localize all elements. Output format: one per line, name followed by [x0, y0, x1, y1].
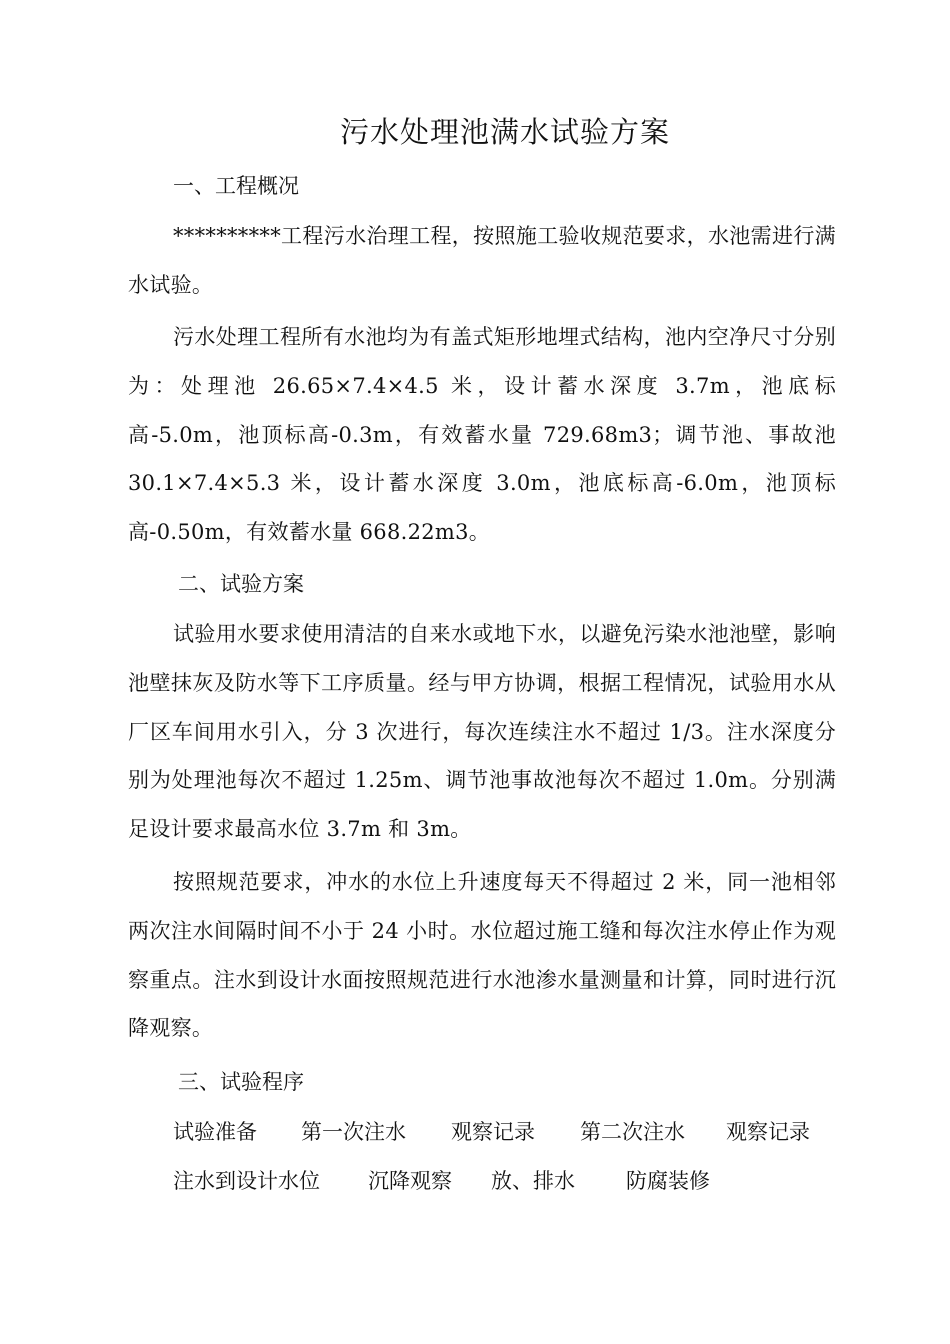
- procedure-step: 第一次注水: [301, 1120, 406, 1144]
- section-heading-procedure: 三、试验程序: [178, 1070, 304, 1094]
- document-title: 污水处理池满水试验方案: [339, 115, 670, 149]
- procedure-step: 试验准备: [173, 1120, 257, 1144]
- procedure-step: 第二次注水: [580, 1120, 685, 1144]
- procedure-step: 注水到设计水位: [173, 1169, 320, 1193]
- procedure-step: 沉降观察: [368, 1169, 452, 1193]
- procedure-step: 观察记录: [451, 1120, 535, 1144]
- procedure-step: 放、排水: [491, 1169, 575, 1193]
- procedure-step: 防腐装修: [626, 1169, 710, 1193]
- procedure-step: 观察记录: [726, 1120, 810, 1144]
- section-heading-plan: 二、试验方案: [178, 572, 304, 596]
- section-heading-overview: 一、工程概况: [173, 174, 299, 198]
- paragraph-overview-1: **********工程污水治理工程，按照施工验收规范要求，水池需进行满水试验。: [128, 224, 836, 297]
- paragraph-plan-1: 试验用水要求使用清洁的自来水或地下水，以避免污染水池池壁，影响池壁抹灰及防水等下工序质量。经与甲方协调，根据工程情况，试验用水从厂区车间用水引入，分 3 次进行，每次连续注水不超过 1/3。注水深度分别为处理池每次不超过 1.25m、调节池事故池每次不超过 1.0m。分别满足设计要求最高水位 3.7m 和 3m。: [128, 622, 836, 842]
- paragraph-overview-2: 污水处理工程所有水池均为有盖式矩形地埋式结构，池内空净尺寸分别为：处理池 26.65×7.4×4.5 米，设计蓄水深度 3.7m，池底标高-5.0m，池顶标高-0.3m，有效蓄水量 729.68m3；调节池、事故池 30.1×7.4×5.3 米，设计蓄水深度 3.0m，池底标高-6.0m，池顶标高-0.50m，有效蓄水量 668.22m3。: [128, 325, 836, 545]
- paragraph-plan-2: 按照规范要求，冲水的水位上升速度每天不得超过 2 米，同一池相邻两次注水间隔时间不小于 24 小时。水位超过施工缝和每次注水停止作为观察重点。注水到设计水面按照规范进行水池渗水量测量和计算，同时进行沉降观察。: [128, 870, 836, 1041]
